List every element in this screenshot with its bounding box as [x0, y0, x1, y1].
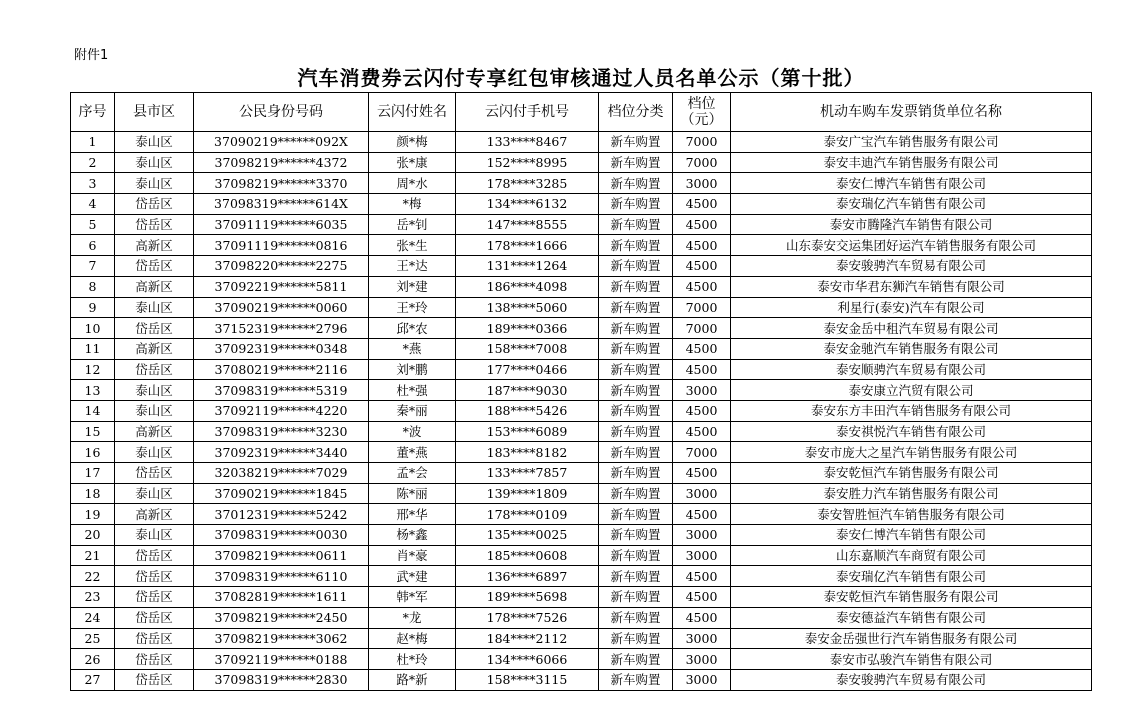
cell-serial: 19: [71, 504, 115, 525]
table-row: [71, 173, 1092, 194]
cell-district: 岱岳区: [115, 463, 194, 484]
cell-phone: 134****6132: [456, 194, 599, 215]
cell-amount: 3000: [673, 649, 731, 670]
cell-district: 泰山区: [115, 173, 194, 194]
cell-id-number: 37098319******614X: [194, 194, 369, 215]
table-row: [71, 400, 1092, 421]
cell-id-number: 37098319******0030: [194, 525, 369, 546]
cell-serial: 14: [71, 400, 115, 421]
cell-name: 路*新: [369, 669, 456, 690]
approved-list-table: [70, 92, 1092, 691]
cell-name: 赵*梅: [369, 628, 456, 649]
cell-district: 高新区: [115, 338, 194, 359]
header-amount: 档位 （元）: [673, 93, 731, 132]
cell-category: 新车购置: [599, 132, 673, 153]
annex-label: 附件1: [74, 48, 109, 63]
cell-category: 新车购置: [599, 649, 673, 670]
cell-serial: 26: [71, 649, 115, 670]
header-district: 县市区: [115, 93, 194, 132]
cell-dealer: 泰安广宝汽车销售服务有限公司: [731, 132, 1092, 153]
cell-category: 新车购置: [599, 504, 673, 525]
header-dealer: 机动车购车发票销货单位名称: [731, 93, 1092, 132]
cell-amount: 3000: [673, 628, 731, 649]
cell-category: 新车购置: [599, 483, 673, 504]
cell-name: 杜*玲: [369, 649, 456, 670]
cell-id-number: 37098219******4372: [194, 152, 369, 173]
cell-phone: 152****8995: [456, 152, 599, 173]
cell-category: 新车购置: [599, 628, 673, 649]
table-row: [71, 566, 1092, 587]
cell-district: 泰山区: [115, 442, 194, 463]
table-header-row: [71, 93, 1092, 132]
table-row: [71, 669, 1092, 690]
cell-category: 新车购置: [599, 256, 673, 277]
table-row: [71, 587, 1092, 608]
cell-amount: 3000: [673, 669, 731, 690]
header-phone: 云闪付手机号: [456, 93, 599, 132]
cell-dealer: 泰安市华君东狮汽车销售有限公司: [731, 276, 1092, 297]
cell-phone: 158****7008: [456, 338, 599, 359]
cell-id-number: 37098219******0611: [194, 545, 369, 566]
cell-amount: 4500: [673, 235, 731, 256]
cell-district: 泰山区: [115, 400, 194, 421]
cell-id-number: 37092319******3440: [194, 442, 369, 463]
cell-phone: 178****0109: [456, 504, 599, 525]
cell-id-number: 37098319******3230: [194, 421, 369, 442]
cell-dealer: 泰安市庞大之星汽车销售服务有限公司: [731, 442, 1092, 463]
cell-phone: 134****6066: [456, 649, 599, 670]
cell-id-number: 37098219******3370: [194, 173, 369, 194]
cell-serial: 13: [71, 380, 115, 401]
cell-name: 杜*强: [369, 380, 456, 401]
table-row: [71, 380, 1092, 401]
cell-phone: 189****0366: [456, 318, 599, 339]
cell-category: 新车购置: [599, 669, 673, 690]
cell-serial: 10: [71, 318, 115, 339]
cell-dealer: 山东嘉顺汽车商贸有限公司: [731, 545, 1092, 566]
cell-category: 新车购置: [599, 276, 673, 297]
cell-serial: 22: [71, 566, 115, 587]
cell-amount: 7000: [673, 152, 731, 173]
cell-phone: 135****0025: [456, 525, 599, 546]
cell-phone: 153****6089: [456, 421, 599, 442]
cell-dealer: 泰安瑞亿汽车销售有限公司: [731, 194, 1092, 215]
cell-serial: 1: [71, 132, 115, 153]
cell-phone: 178****7526: [456, 607, 599, 628]
table-row: [71, 421, 1092, 442]
cell-dealer: 泰安市弘骏汽车销售有限公司: [731, 649, 1092, 670]
cell-id-number: 37090219******0060: [194, 297, 369, 318]
cell-phone: 139****1809: [456, 483, 599, 504]
document-title: 汽车消费券云闪付专享红包审核通过人员名单公示（第十批）: [297, 66, 865, 90]
cell-phone: 136****6897: [456, 566, 599, 587]
header-id-number: 公民身份号码: [194, 93, 369, 132]
cell-id-number: 37092219******5811: [194, 276, 369, 297]
cell-serial: 23: [71, 587, 115, 608]
cell-serial: 11: [71, 338, 115, 359]
cell-dealer: 泰安祺悦汽车销售有限公司: [731, 421, 1092, 442]
cell-district: 岱岳区: [115, 587, 194, 608]
cell-dealer: 泰安瑞亿汽车销售有限公司: [731, 566, 1092, 587]
table-body: [71, 132, 1092, 691]
cell-district: 泰山区: [115, 152, 194, 173]
cell-name: 刘*鹏: [369, 359, 456, 380]
cell-district: 高新区: [115, 276, 194, 297]
table-row: [71, 649, 1092, 670]
cell-serial: 6: [71, 235, 115, 256]
cell-category: 新车购置: [599, 587, 673, 608]
cell-category: 新车购置: [599, 318, 673, 339]
cell-name: 刘*建: [369, 276, 456, 297]
cell-name: 秦*丽: [369, 400, 456, 421]
header-serial: 序号: [71, 93, 115, 132]
cell-id-number: 37092119******4220: [194, 400, 369, 421]
cell-id-number: 37098219******3062: [194, 628, 369, 649]
table-row: [71, 463, 1092, 484]
cell-phone: 131****1264: [456, 256, 599, 277]
cell-serial: 18: [71, 483, 115, 504]
cell-id-number: 37090219******092X: [194, 132, 369, 153]
cell-phone: 187****9030: [456, 380, 599, 401]
cell-district: 泰山区: [115, 297, 194, 318]
cell-id-number: 37098319******5319: [194, 380, 369, 401]
cell-serial: 27: [71, 669, 115, 690]
cell-dealer: 泰安金岳强世行汽车销售服务有限公司: [731, 628, 1092, 649]
table-row: [71, 483, 1092, 504]
cell-name: 肖*豪: [369, 545, 456, 566]
cell-amount: 4500: [673, 463, 731, 484]
cell-dealer: 山东泰安交运集团好运汽车销售服务有限公司: [731, 235, 1092, 256]
cell-category: 新车购置: [599, 173, 673, 194]
cell-id-number: 37098219******2450: [194, 607, 369, 628]
cell-amount: 3000: [673, 483, 731, 504]
cell-district: 泰山区: [115, 525, 194, 546]
cell-serial: 17: [71, 463, 115, 484]
cell-phone: 138****5060: [456, 297, 599, 318]
cell-category: 新车购置: [599, 338, 673, 359]
cell-id-number: 37092319******0348: [194, 338, 369, 359]
cell-district: 岱岳区: [115, 649, 194, 670]
cell-id-number: 37098319******2830: [194, 669, 369, 690]
header-name: 云闪付姓名: [369, 93, 456, 132]
cell-amount: 4500: [673, 587, 731, 608]
cell-name: 张*康: [369, 152, 456, 173]
cell-dealer: 泰安智胜恒汽车销售服务有限公司: [731, 504, 1092, 525]
cell-amount: 7000: [673, 297, 731, 318]
cell-amount: 3000: [673, 545, 731, 566]
cell-category: 新车购置: [599, 607, 673, 628]
cell-amount: 7000: [673, 132, 731, 153]
cell-phone: 133****7857: [456, 463, 599, 484]
table-row: [71, 545, 1092, 566]
cell-id-number: 32038219******7029: [194, 463, 369, 484]
cell-serial: 21: [71, 545, 115, 566]
cell-dealer: 泰安德益汽车销售有限公司: [731, 607, 1092, 628]
cell-phone: 185****0608: [456, 545, 599, 566]
cell-serial: 5: [71, 214, 115, 235]
cell-amount: 7000: [673, 442, 731, 463]
cell-dealer: 泰安东方丰田汽车销售服务有限公司: [731, 400, 1092, 421]
cell-phone: 188****5426: [456, 400, 599, 421]
cell-phone: 178****3285: [456, 173, 599, 194]
cell-category: 新车购置: [599, 566, 673, 587]
cell-phone: 147****8555: [456, 214, 599, 235]
cell-dealer: 泰安仁博汽车销售有限公司: [731, 173, 1092, 194]
cell-category: 新车购置: [599, 400, 673, 421]
table-row: [71, 442, 1092, 463]
cell-name: *波: [369, 421, 456, 442]
cell-district: 岱岳区: [115, 545, 194, 566]
cell-serial: 16: [71, 442, 115, 463]
table-row: [71, 256, 1092, 277]
table-row: [71, 338, 1092, 359]
cell-amount: 3000: [673, 380, 731, 401]
cell-name: *梅: [369, 194, 456, 215]
table-row: [71, 628, 1092, 649]
cell-id-number: 37082819******1611: [194, 587, 369, 608]
cell-dealer: 泰安康立汽贸有限公司: [731, 380, 1092, 401]
cell-serial: 24: [71, 607, 115, 628]
cell-district: 岱岳区: [115, 194, 194, 215]
table-row: [71, 525, 1092, 546]
cell-name: *燕: [369, 338, 456, 359]
cell-name: 邢*华: [369, 504, 456, 525]
table-row: [71, 318, 1092, 339]
cell-name: *龙: [369, 607, 456, 628]
cell-dealer: 泰安胜力汽车销售服务有限公司: [731, 483, 1092, 504]
cell-dealer: 泰安乾恒汽车销售服务有限公司: [731, 463, 1092, 484]
cell-phone: 184****2112: [456, 628, 599, 649]
table-row: [71, 152, 1092, 173]
table-row: [71, 607, 1092, 628]
cell-serial: 9: [71, 297, 115, 318]
cell-district: 岱岳区: [115, 669, 194, 690]
cell-name: 周*水: [369, 173, 456, 194]
cell-id-number: 37090219******1845: [194, 483, 369, 504]
cell-amount: 3000: [673, 525, 731, 546]
cell-category: 新车购置: [599, 235, 673, 256]
cell-name: 陈*丽: [369, 483, 456, 504]
table-row: [71, 276, 1092, 297]
cell-serial: 12: [71, 359, 115, 380]
cell-name: 张*生: [369, 235, 456, 256]
cell-district: 岱岳区: [115, 566, 194, 587]
cell-category: 新车购置: [599, 359, 673, 380]
cell-serial: 20: [71, 525, 115, 546]
cell-amount: 4500: [673, 607, 731, 628]
cell-amount: 4500: [673, 400, 731, 421]
cell-category: 新车购置: [599, 152, 673, 173]
cell-category: 新车购置: [599, 545, 673, 566]
cell-category: 新车购置: [599, 442, 673, 463]
cell-amount: 7000: [673, 318, 731, 339]
cell-dealer: 利星行(泰安)汽车有限公司: [731, 297, 1092, 318]
cell-serial: 4: [71, 194, 115, 215]
cell-amount: 4500: [673, 276, 731, 297]
cell-category: 新车购置: [599, 525, 673, 546]
cell-serial: 8: [71, 276, 115, 297]
cell-district: 泰山区: [115, 132, 194, 153]
cell-phone: 189****5698: [456, 587, 599, 608]
cell-amount: 4500: [673, 214, 731, 235]
header-category: 档位分类: [599, 93, 673, 132]
cell-district: 岱岳区: [115, 318, 194, 339]
cell-category: 新车购置: [599, 463, 673, 484]
cell-amount: 4500: [673, 194, 731, 215]
cell-dealer: 泰安金驰汽车销售服务有限公司: [731, 338, 1092, 359]
cell-amount: 4500: [673, 256, 731, 277]
cell-serial: 25: [71, 628, 115, 649]
cell-district: 泰山区: [115, 380, 194, 401]
cell-name: 王*玲: [369, 297, 456, 318]
cell-serial: 7: [71, 256, 115, 277]
cell-phone: 183****8182: [456, 442, 599, 463]
cell-serial: 2: [71, 152, 115, 173]
table-row: [71, 504, 1092, 525]
cell-category: 新车购置: [599, 421, 673, 442]
table-row: [71, 359, 1092, 380]
cell-name: 孟*会: [369, 463, 456, 484]
cell-district: 高新区: [115, 504, 194, 525]
cell-dealer: 泰安市腾隆汽车销售有限公司: [731, 214, 1092, 235]
cell-dealer: 泰安乾恒汽车销售服务有限公司: [731, 587, 1092, 608]
cell-name: 岳*钊: [369, 214, 456, 235]
table-row: [71, 235, 1092, 256]
cell-dealer: 泰安丰迪汽车销售服务有限公司: [731, 152, 1092, 173]
cell-id-number: 37098220******2275: [194, 256, 369, 277]
cell-amount: 4500: [673, 338, 731, 359]
cell-category: 新车购置: [599, 380, 673, 401]
cell-name: 韩*军: [369, 587, 456, 608]
cell-district: 泰山区: [115, 483, 194, 504]
cell-name: 王*达: [369, 256, 456, 277]
cell-category: 新车购置: [599, 194, 673, 215]
cell-name: 颜*梅: [369, 132, 456, 153]
cell-serial: 3: [71, 173, 115, 194]
cell-district: 高新区: [115, 421, 194, 442]
cell-phone: 158****3115: [456, 669, 599, 690]
cell-amount: 4500: [673, 566, 731, 587]
cell-name: 邱*农: [369, 318, 456, 339]
cell-id-number: 37092119******0188: [194, 649, 369, 670]
cell-id-number: 37080219******2116: [194, 359, 369, 380]
cell-dealer: 泰安骏骋汽车贸易有限公司: [731, 669, 1092, 690]
cell-dealer: 泰安骏骋汽车贸易有限公司: [731, 256, 1092, 277]
cell-name: 董*燕: [369, 442, 456, 463]
cell-amount: 4500: [673, 359, 731, 380]
cell-dealer: 泰安顺骋汽车贸易有限公司: [731, 359, 1092, 380]
table-row: [71, 214, 1092, 235]
cell-district: 岱岳区: [115, 359, 194, 380]
cell-phone: 178****1666: [456, 235, 599, 256]
cell-name: 武*建: [369, 566, 456, 587]
cell-amount: 3000: [673, 173, 731, 194]
table-row: [71, 132, 1092, 153]
cell-serial: 15: [71, 421, 115, 442]
cell-id-number: 37152319******2796: [194, 318, 369, 339]
cell-district: 岱岳区: [115, 256, 194, 277]
cell-phone: 186****4098: [456, 276, 599, 297]
cell-district: 高新区: [115, 235, 194, 256]
cell-id-number: 37091119******6035: [194, 214, 369, 235]
cell-amount: 4500: [673, 504, 731, 525]
cell-category: 新车购置: [599, 297, 673, 318]
cell-district: 岱岳区: [115, 214, 194, 235]
cell-id-number: 37012319******5242: [194, 504, 369, 525]
cell-amount: 4500: [673, 421, 731, 442]
cell-phone: 177****0466: [456, 359, 599, 380]
cell-district: 岱岳区: [115, 607, 194, 628]
cell-dealer: 泰安金岳中租汽车贸易有限公司: [731, 318, 1092, 339]
cell-id-number: 37091119******0816: [194, 235, 369, 256]
table-row: [71, 194, 1092, 215]
cell-dealer: 泰安仁博汽车销售有限公司: [731, 525, 1092, 546]
table-row: [71, 297, 1092, 318]
cell-category: 新车购置: [599, 214, 673, 235]
cell-id-number: 37098319******6110: [194, 566, 369, 587]
cell-name: 杨*鑫: [369, 525, 456, 546]
cell-phone: 133****8467: [456, 132, 599, 153]
cell-district: 岱岳区: [115, 628, 194, 649]
